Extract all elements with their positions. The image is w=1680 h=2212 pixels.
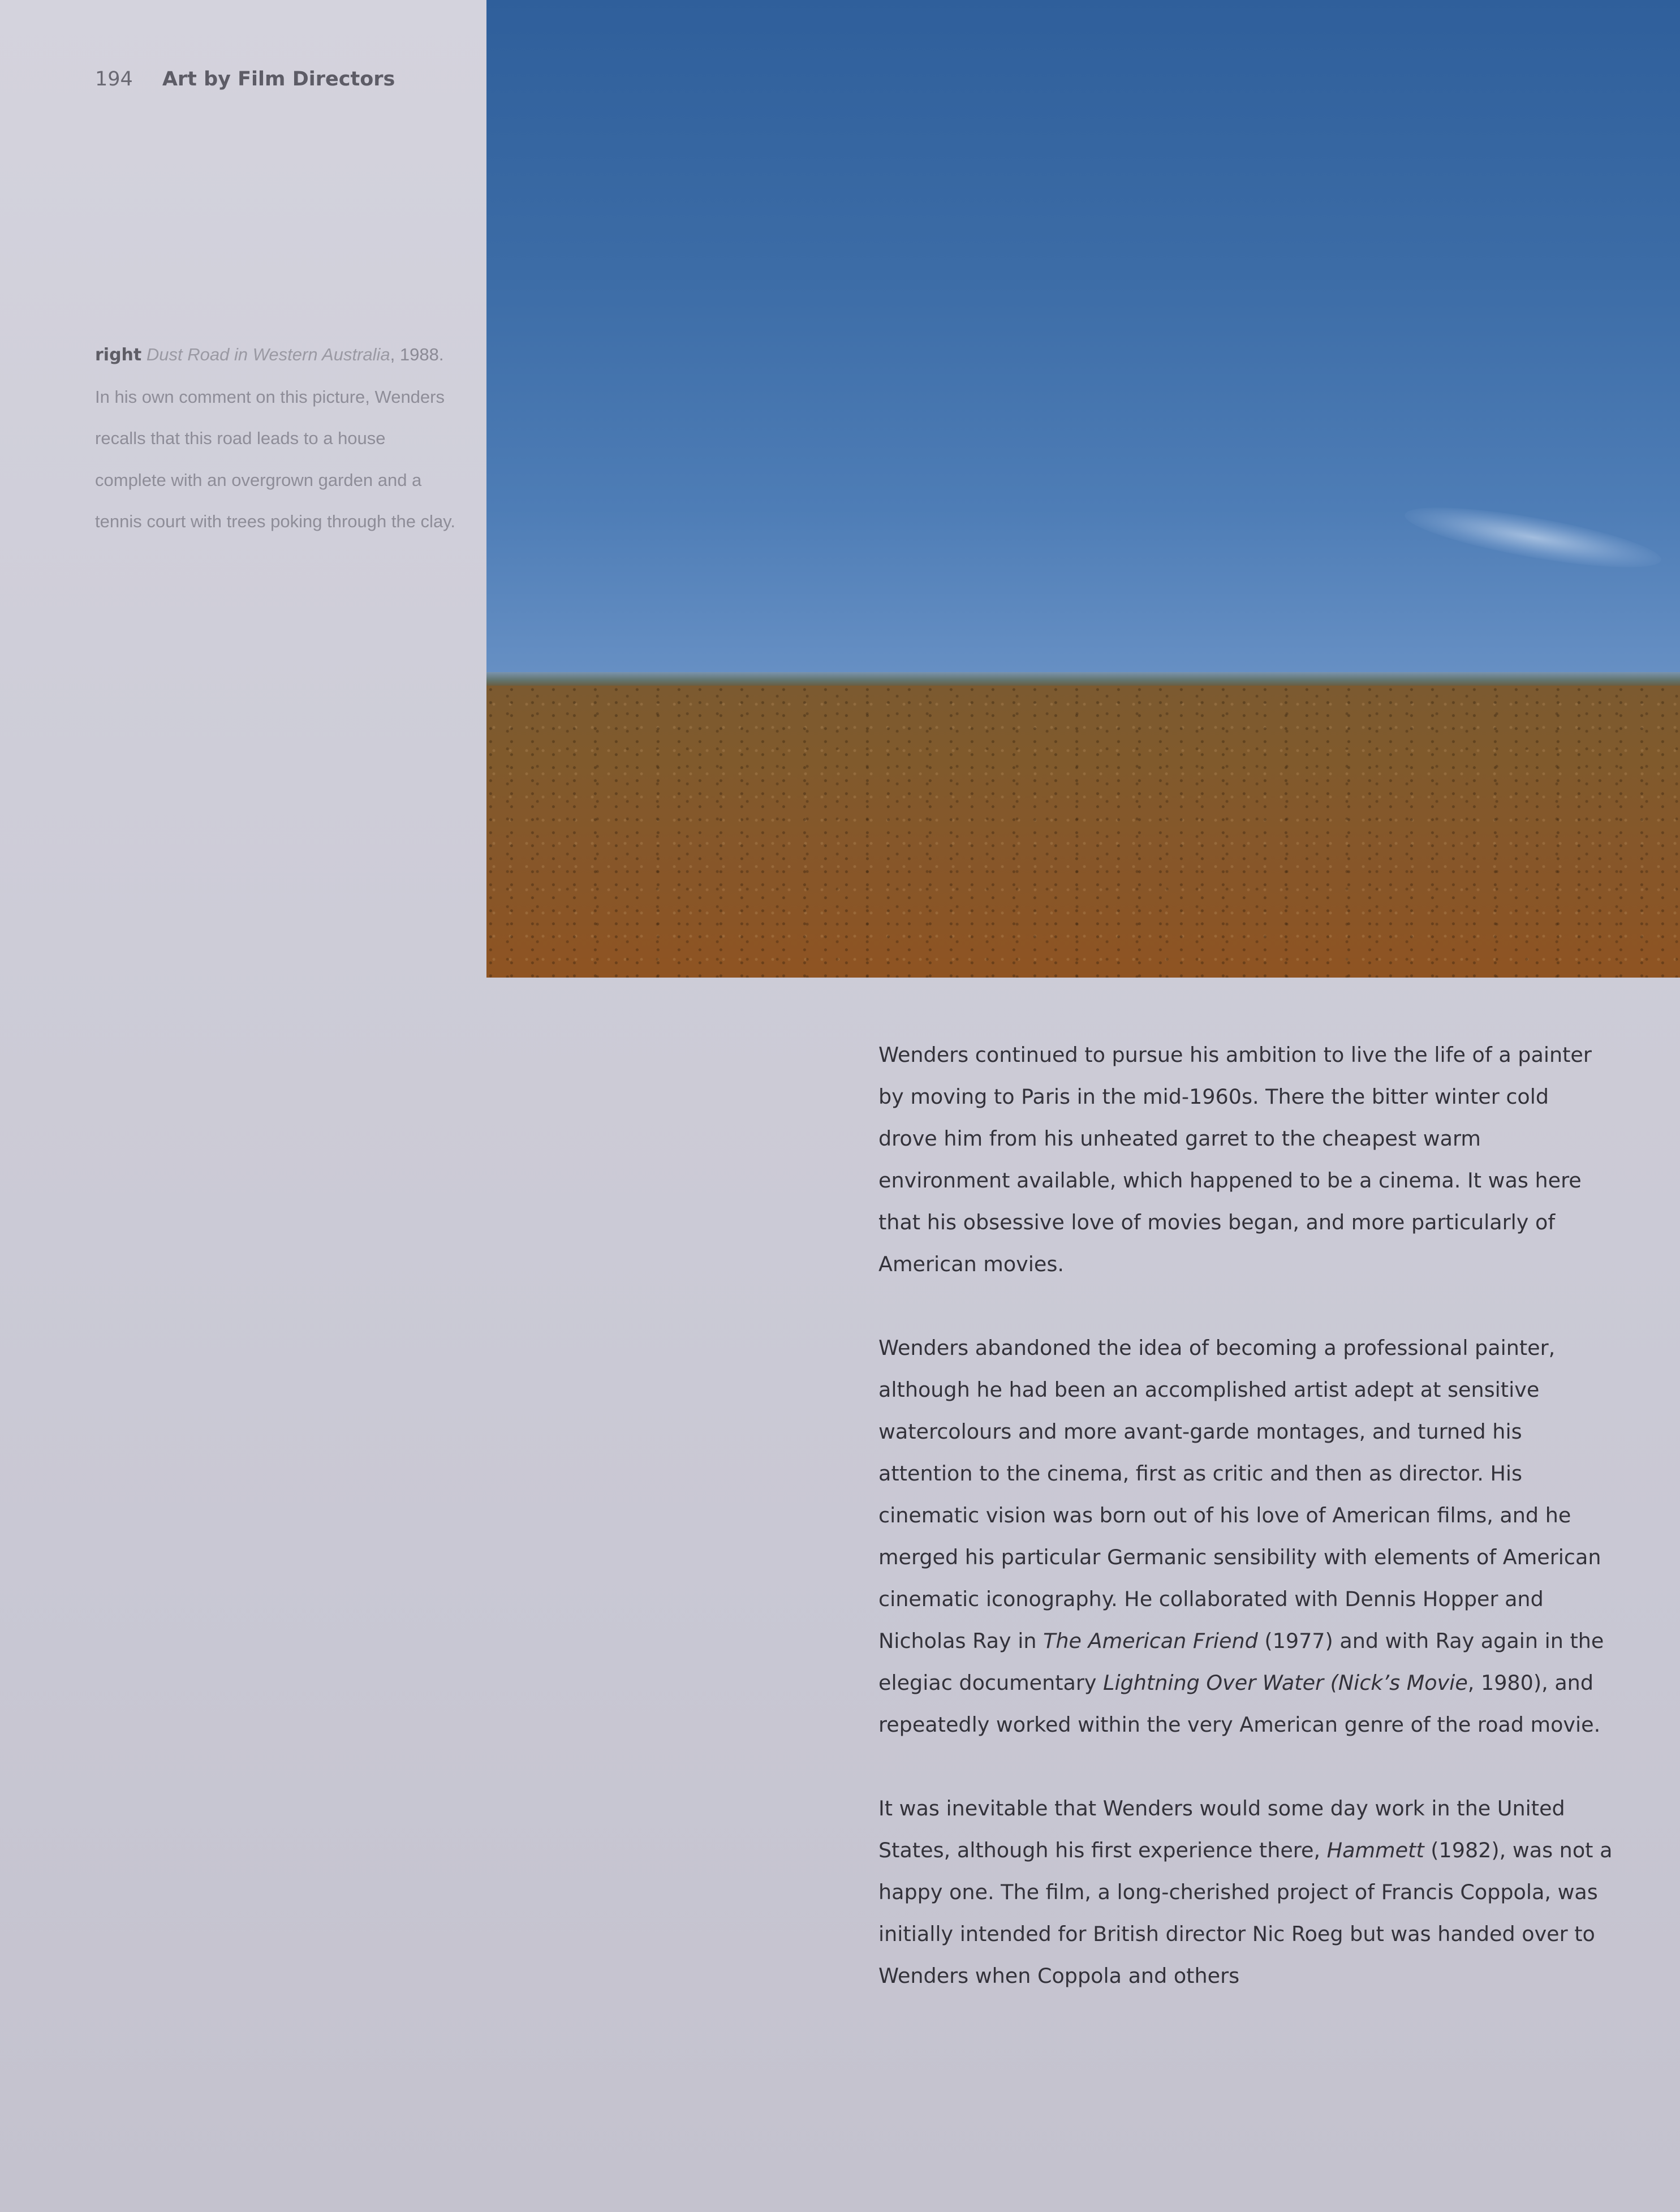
caption-text: In his own comment on this picture, Wenders recalls that this road leads to a house complete with an overgrown garden and a tennis court with trees poking through the clay. <box>95 386 455 531</box>
caption-title: Dust Road in Western Australia <box>146 345 390 364</box>
p2-text-a: Wenders abandoned the idea of becoming a professional painter, although he had been an accomplished artist adept at sensitive watercolours and more avant-garde montages, and turned his attention to the cinema, first as critic and then as director. His cinematic vision was born out of his love of American films, and he merged his particular Germanic sensibility with elements of American cinematic iconography. He collaborated with Dennis Hopper and Nicholas Ray in <box>878 1336 1601 1653</box>
running-head <box>95 68 395 91</box>
body-paragraph-2 <box>878 1327 1614 1746</box>
caption-position: right <box>95 345 142 365</box>
body-text <box>878 1034 1614 1997</box>
photo-ground-texture <box>486 686 1680 978</box>
page-number: 194 <box>95 68 133 91</box>
film-title-lightning-over-water: Lightning Over Water (Nick’s Movie <box>1103 1671 1468 1695</box>
p3-text-a: It was inevitable that Wenders would some day work in the United States, although his first experience there, <box>878 1796 1565 1862</box>
caption-year: , 1988. <box>390 345 444 364</box>
body-paragraph-3 <box>878 1788 1614 1997</box>
book-title: Art by Film Directors <box>162 68 395 91</box>
p2-text-b: (1977) and with Ray again in the elegiac documentary <box>878 1629 1604 1695</box>
photo-sky <box>486 0 1680 678</box>
desert-road-photograph <box>486 0 1680 978</box>
film-title-american-friend: The American Friend <box>1043 1629 1258 1653</box>
body-paragraph-1: Wenders continued to pursue his ambition to live the life of a painter by moving to Paris in the mid-1960s. There the bitter winter cold drove him from his unheated garret to the cheapest warm environment available, which happened to be a cinema. It was here that his obsessive love of movies began, and more particularly of American movies. <box>878 1043 1592 1276</box>
photo-caption <box>95 334 457 543</box>
photo-ground <box>486 686 1680 978</box>
photo-horizon <box>486 672 1680 687</box>
p3-text-b: (1982), was not a happy one. The film, a long-cherished project of Francis Coppola, was initially intended for British director Nic Roeg but was handed over to Wenders when Coppola and others <box>878 1838 1613 1988</box>
p2-text-c: , 1980), and repeatedly worked within the very American genre of the road movie. <box>878 1671 1601 1737</box>
film-title-hammett: Hammett <box>1326 1838 1424 1862</box>
